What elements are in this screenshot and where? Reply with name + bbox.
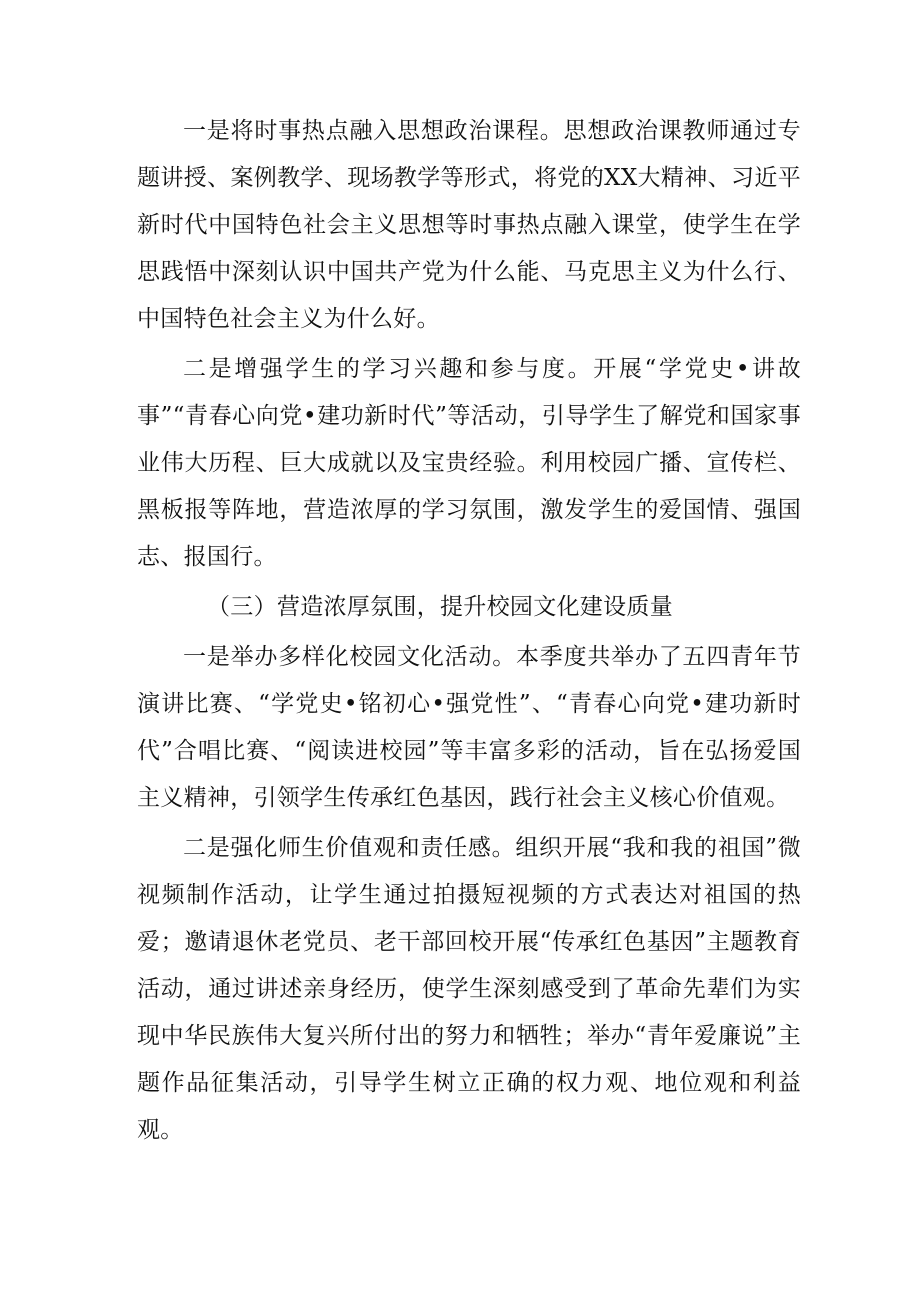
paragraph-student-interest: 二是增强学生的学习兴趣和参与度。开展“学党史•讲故事”“青春心向党•建功新时代”等活动，引导学生了解党和国家事业伟大历程、巨大成就以及宝贵经验。利用校园广播、宣传栏、黑板报等阵地，营造浓厚的学习氛围，激发学生的爱国情、强国志、报国行。 <box>137 356 801 570</box>
paragraph-values-responsibility: 二是强化师生价值观和责任感。组织开展“我和我的祖国”微视频制作活动，让学生通过拍摄短视频的方式表达对祖国的热爱；邀请退休老党员、老干部回校开展“传承红色基因”主题教育活动，通过讲述亲身经历，使学生深刻感受到了革命先辈们为实现中华民族伟大复兴所付出的努力和牺牲；举办“青年爱廉说”主题作品征集活动，引导学生树立正确的权力观、地位观和利益观。 <box>137 835 801 1143</box>
paragraph-campus-activities: 一是举办多样化校园文化活动。本季度共举办了五四青年节演讲比赛、“学党史•铭初心•强党性”、“青春心向党•建功新时代”合唱比赛、“阅读进校园”等丰富多彩的活动，旨在弘扬爱国主义精神，引领学生传承红色基因，践行社会主义核心价值观。 <box>137 644 801 811</box>
paragraph-integrate-current-affairs: 一是将时事热点融入思想政治课程。思想政治课教师通过专题讲授、案例教学、现场教学等形式，将党的XX大精神、习近平新时代中国特色社会主义思想等时事热点融入课堂，使学生在学思践悟中深刻认识中国共产党为什么能、马克思主义为什么行、中国特色社会主义为什么好。 <box>137 118 801 332</box>
section-heading-campus-culture: （三）营造浓厚氛围，提升校园文化建设质量 <box>207 594 673 620</box>
document-body <box>137 108 801 1157</box>
